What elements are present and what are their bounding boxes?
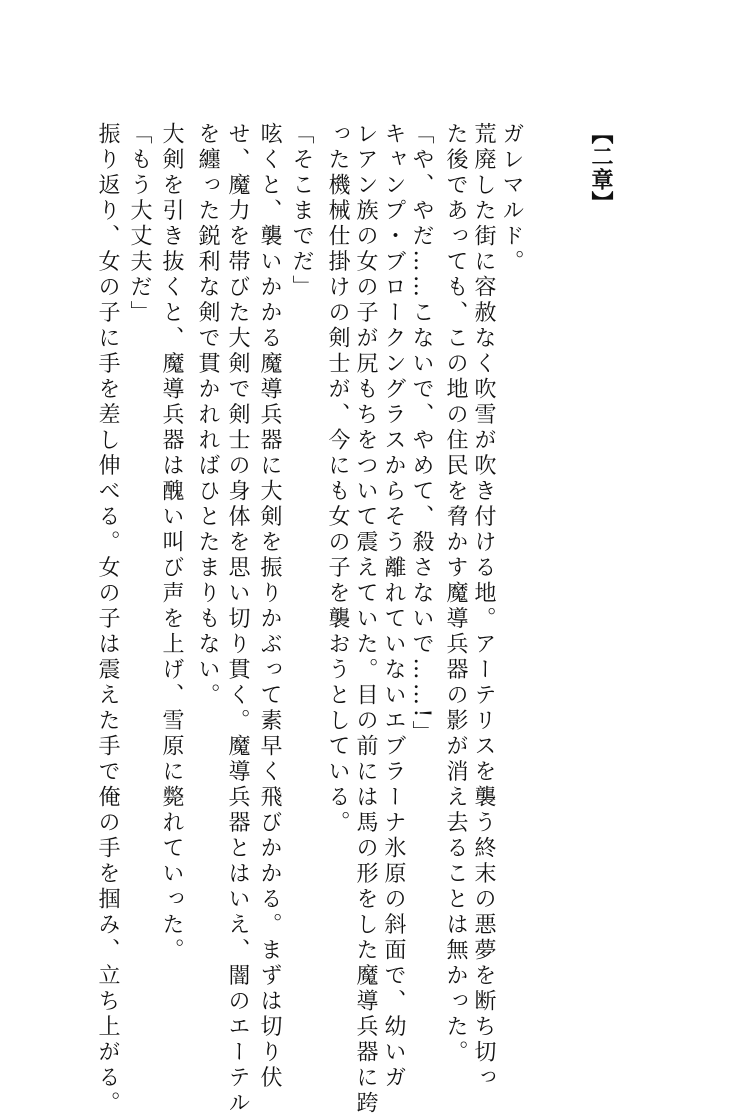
text-line: 荒廃した街に容赦なく吹雪が吹き付ける地。アーテリスを襲う終末の悪夢を断ち切っ bbox=[471, 122, 496, 1091]
chapter-heading: 【二章】 bbox=[588, 122, 614, 214]
text-line: キャンプ・ブロークングラスからそう離れていないエブラーナ氷原の斜面で、幼いガ bbox=[381, 122, 406, 1091]
text-line: 振り返り、女の子に手を差し伸べる。女の子は震えた手で俺の手を掴み、立ち上がる。 bbox=[95, 122, 120, 1117]
text-line: た後であっても、この地の住民を脅かす魔導兵器の影が消え去ることは無かった。 bbox=[443, 122, 468, 1066]
text-line: せ、魔力を帯びた大剣で剣士の身体を思い切り貫く。魔導兵器とはいえ、闇のエーテル bbox=[225, 122, 250, 1117]
dialogue-line: 「そこまでだ」 bbox=[289, 122, 314, 301]
dialogue-line: 「もう大丈夫だ」 bbox=[127, 122, 152, 326]
text-line: レアン族の女の子が尻もちをついて震えていた。目の前には馬の形をした魔導兵器に跨 bbox=[353, 122, 378, 1117]
text-line: 大剣を引き抜くと、魔導兵器は醜い叫び声を上げ、雪原に斃れていった。 bbox=[159, 122, 184, 964]
text-line: った機械仕掛けの剣士が、今にも女の子を襲おうとしている。 bbox=[325, 122, 350, 836]
text-line: ガレマルド。 bbox=[499, 122, 524, 275]
text-line: 呟くと、襲いかかる魔導兵器に大剣を振りかぶって素早く飛びかかる。まずは切り伏 bbox=[257, 122, 282, 1091]
dialogue-line: 「や、やだ……こないで、やめて、殺さないで……!」 bbox=[409, 122, 434, 747]
text-line: を纏った鋭利な剣で貫かれればひとたまりもない。 bbox=[195, 122, 220, 709]
